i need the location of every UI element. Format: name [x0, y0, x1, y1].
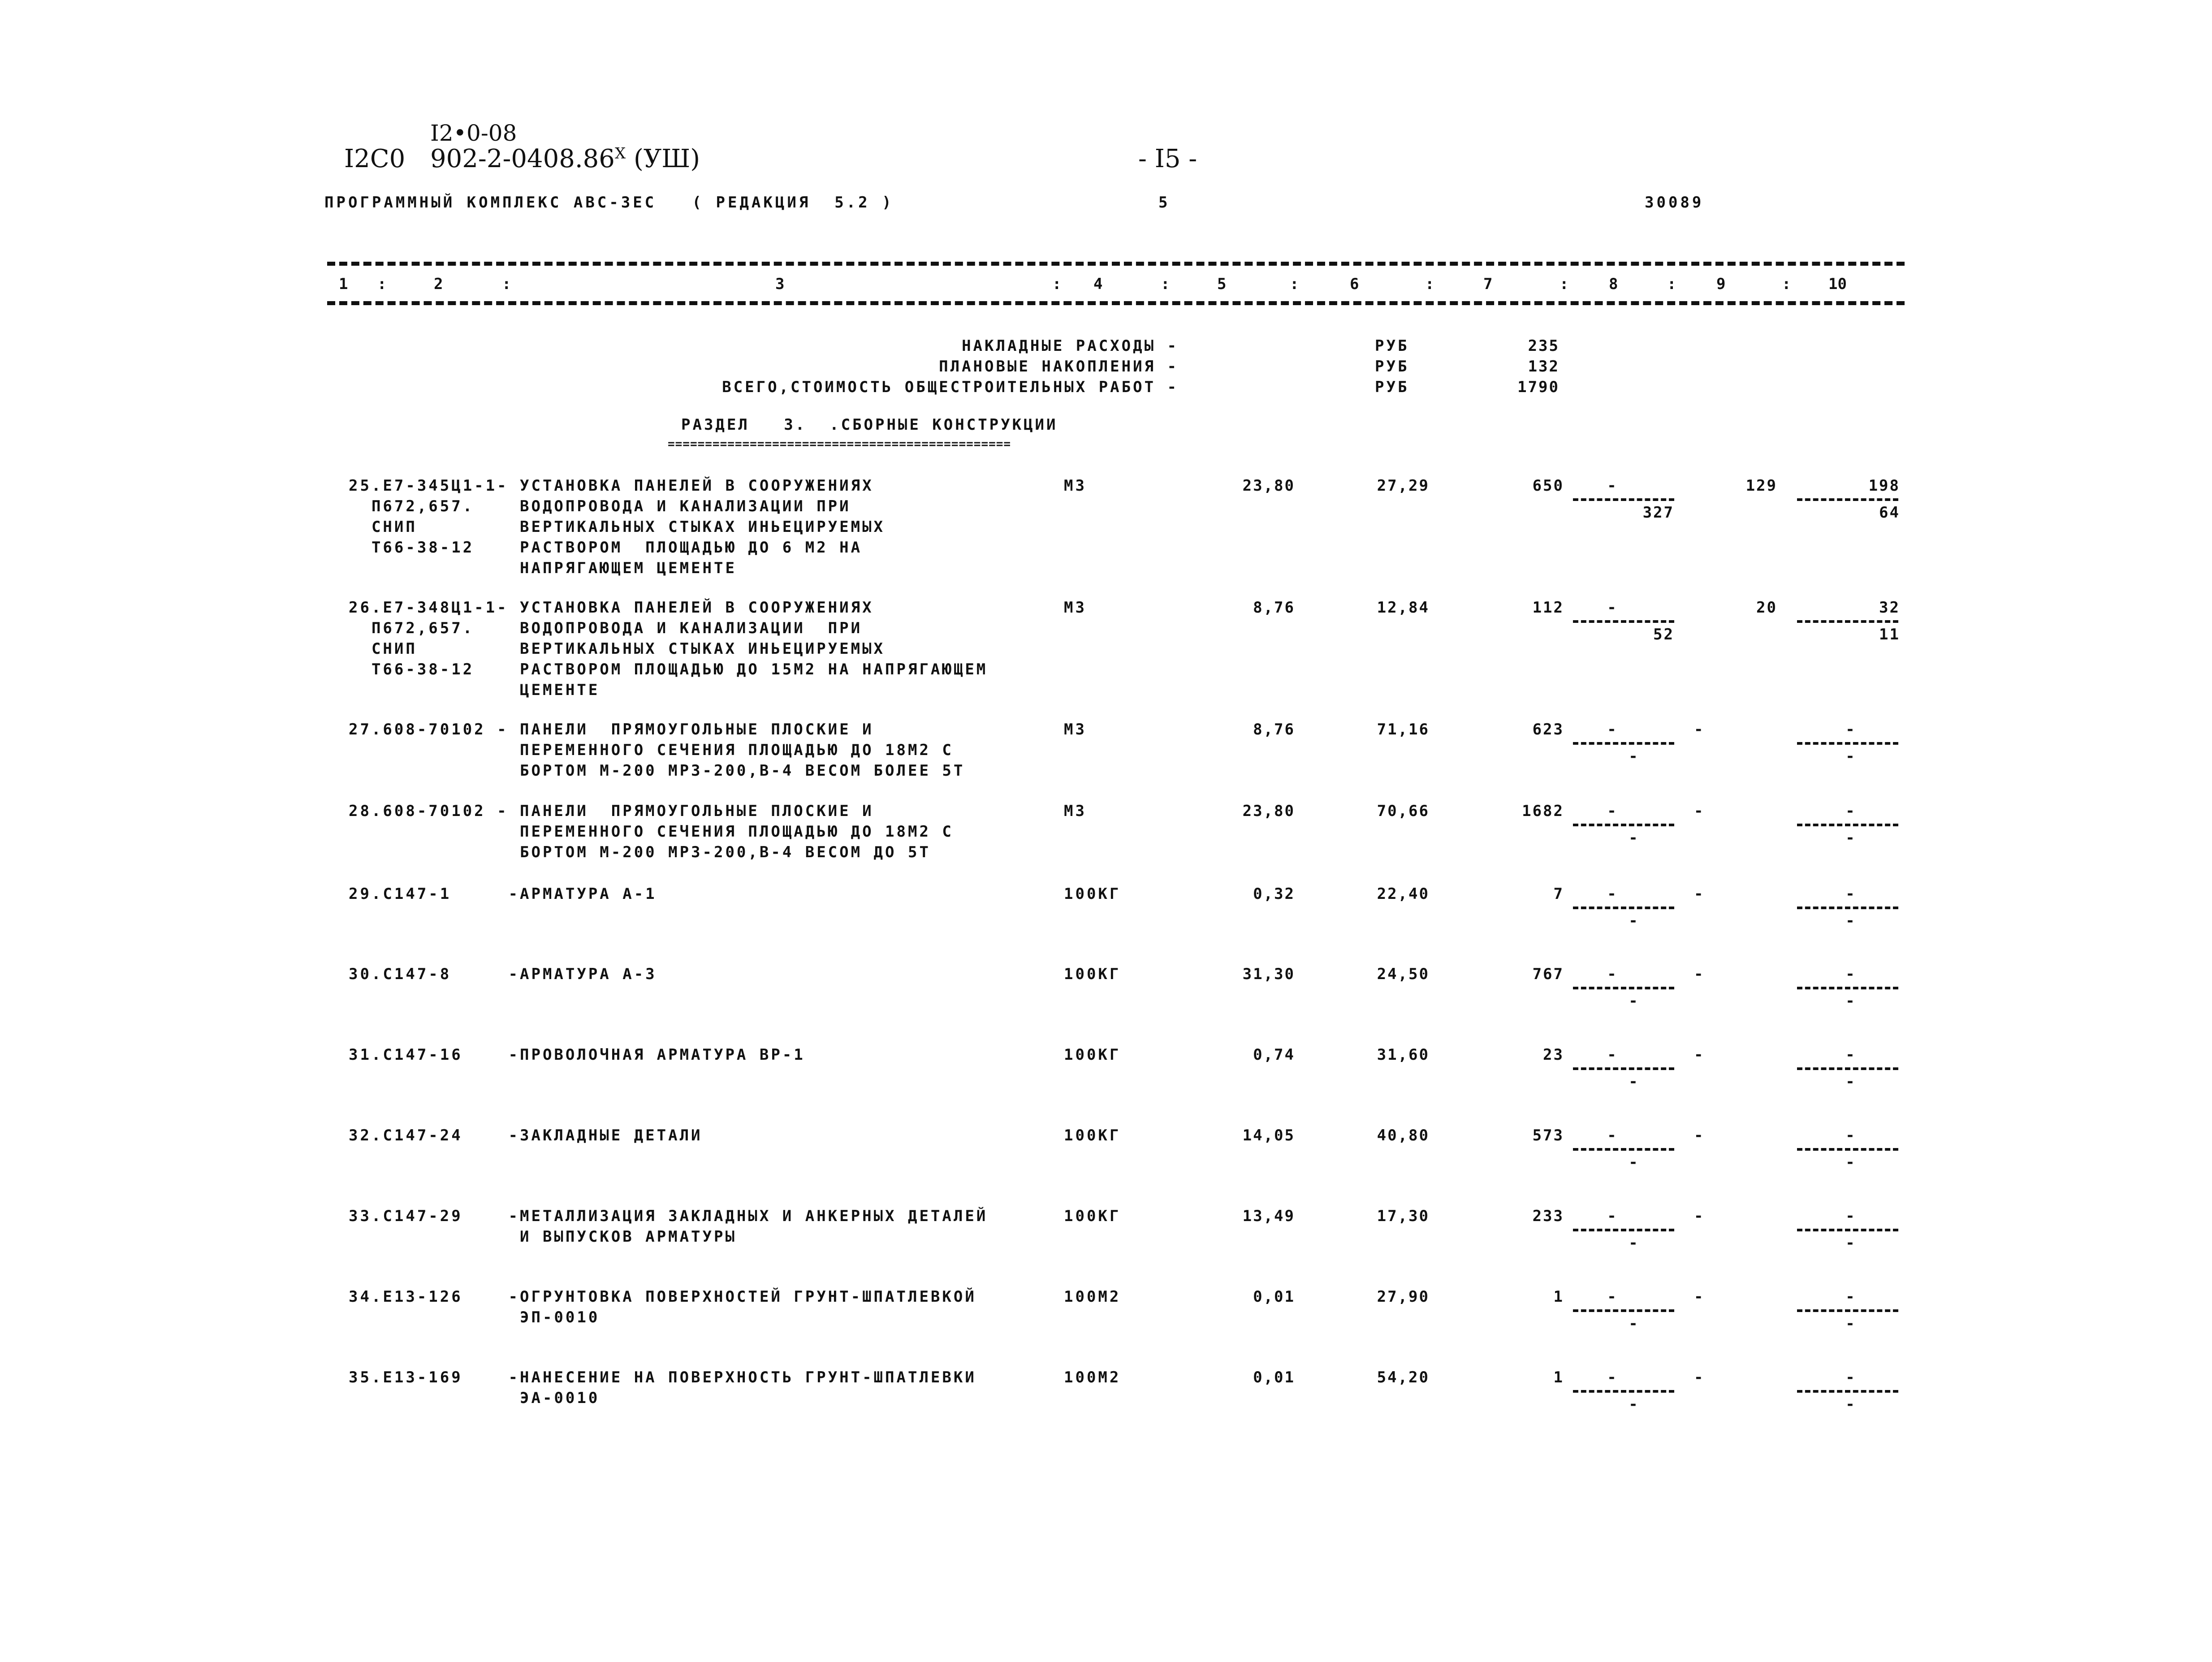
section-title: РАЗДЕЛ 3. .СБОРНЫЕ КОНСТРУКЦИИ — [681, 416, 1058, 434]
row-col8-top: - — [1607, 599, 1618, 617]
page-number: - I5 - — [1138, 144, 1197, 173]
row-col10-divider — [1797, 987, 1898, 989]
row-col9: 20 — [1756, 599, 1777, 617]
row-col8-top: - — [1607, 721, 1618, 738]
row-col8-bottom: - — [1629, 912, 1639, 930]
row-col10-bottom: - — [1845, 1395, 1856, 1413]
row-description: ПРОВОЛОЧНАЯ АРМАТУРА ВР-1 — [520, 1046, 805, 1064]
row-col8-divider — [1573, 824, 1674, 826]
row-description: ПЕРЕМЕННОГО СЕЧЕНИЯ ПЛОЩАДЬЮ ДО 18М2 С — [520, 823, 954, 841]
doc-code: 30089 — [1645, 194, 1704, 212]
row-description: БОРТОМ М-200 МРЗ-200,В-4 ВЕСОМ ДО 5Т — [520, 843, 931, 861]
row-code: 33.С147-29 - — [349, 1207, 520, 1225]
row-quantity: 23,80 — [1242, 477, 1295, 495]
column-separator: : — [1667, 275, 1676, 293]
row-col10-bottom: - — [1845, 1153, 1856, 1171]
row-col8-top: - — [1607, 885, 1618, 903]
row-col8-bottom: - — [1629, 747, 1639, 765]
stamp-left: I2C0 — [344, 144, 406, 173]
row-unit: 100М2 — [1064, 1368, 1121, 1386]
column-header-5: 5 — [1217, 275, 1227, 293]
row-col9: - — [1694, 1288, 1705, 1306]
column-header-1: 1 — [339, 275, 348, 293]
row-col10-top: - — [1845, 721, 1856, 738]
row-col8-top: - — [1607, 802, 1618, 820]
row-description: АРМАТУРА А-3 — [520, 965, 657, 983]
row-description: ЦЕМЕНТЕ — [520, 681, 600, 699]
row-col10-bottom: - — [1845, 1315, 1856, 1333]
header-rule-top — [327, 262, 1905, 266]
row-total: 650 — [1532, 477, 1564, 495]
row-unit-price: 71,16 — [1377, 721, 1430, 738]
row-col8-top: - — [1607, 965, 1618, 983]
column-separator: : — [1560, 275, 1569, 293]
row-unit-price: 31,60 — [1377, 1046, 1430, 1064]
row-col10-top: - — [1845, 885, 1856, 903]
row-description: ВЕРТИКАЛЬНЫХ СТЫКАХ ИНЬЕЦИРУЕМЫХ — [520, 518, 886, 536]
row-unit-price: 40,80 — [1377, 1127, 1430, 1144]
summary-label: ВСЕГО,СТОИМОСТЬ ОБЩЕСТРОИТЕЛЬНЫХ РАБОТ - — [722, 378, 1179, 396]
summary-label: НАКЛАДНЫЕ РАСХОДЫ - — [962, 337, 1179, 355]
row-col10-bottom: - — [1845, 1234, 1856, 1252]
row-col8-divider — [1573, 1067, 1674, 1070]
document-number — [430, 144, 700, 173]
row-description: УСТАНОВКА ПАНЕЛЕЙ В СООРУЖЕНИЯХ — [520, 599, 874, 617]
row-col10-top: - — [1845, 965, 1856, 983]
row-description: ПАНЕЛИ ПРЯМОУГОЛЬНЫЕ ПЛОСКИЕ И — [520, 721, 874, 738]
row-col10-divider — [1797, 824, 1898, 826]
row-unit: М3 — [1064, 802, 1087, 820]
row-col10-bottom: - — [1845, 829, 1856, 847]
row-col8-divider — [1573, 620, 1674, 623]
row-unit: 100КГ — [1064, 1207, 1121, 1225]
row-code: 28.608-70102 - — [349, 802, 509, 820]
row-total: 1682 — [1522, 802, 1564, 820]
row-col10-divider — [1797, 620, 1898, 623]
row-col8-bottom: - — [1629, 1073, 1639, 1091]
doc-number-text: 902-2-0408.86 — [430, 144, 615, 173]
summary-value: 1790 — [1517, 378, 1560, 396]
row-unit: М3 — [1064, 477, 1087, 495]
row-code: П672,657. — [349, 497, 475, 515]
page-code: 5 — [1158, 194, 1171, 212]
row-code: 27.608-70102 - — [349, 721, 509, 738]
row-col9: - — [1694, 802, 1705, 820]
row-col10-top: 198 — [1868, 477, 1900, 495]
row-col8-top: - — [1607, 1288, 1618, 1306]
row-code: Т66-38-12 — [349, 660, 475, 678]
row-col10-divider — [1797, 1390, 1898, 1393]
row-col9: - — [1694, 1127, 1705, 1144]
row-col8-divider — [1573, 987, 1674, 989]
row-col9: - — [1694, 1207, 1705, 1225]
row-col10-bottom: - — [1845, 912, 1856, 930]
row-col10-bottom: - — [1845, 747, 1856, 765]
row-col10-divider — [1797, 1067, 1898, 1070]
column-header-2: 2 — [434, 275, 443, 293]
row-quantity: 0,01 — [1253, 1288, 1295, 1306]
row-col8-divider — [1573, 1229, 1674, 1231]
row-description: ВЕРТИКАЛЬНЫХ СТЫКАХ ИНЬЕЦИРУЕМЫХ — [520, 640, 886, 658]
row-col9: 129 — [1745, 477, 1777, 495]
row-col10-divider — [1797, 1309, 1898, 1312]
row-col8-divider — [1573, 742, 1674, 745]
row-total: 767 — [1532, 965, 1564, 983]
row-unit-price: 22,40 — [1377, 885, 1430, 903]
row-unit-price: 27,29 — [1377, 477, 1430, 495]
row-quantity: 0,32 — [1253, 885, 1295, 903]
row-total: 1 — [1553, 1288, 1564, 1306]
row-code: СНИП — [349, 518, 417, 536]
row-col8-top: - — [1607, 1046, 1618, 1064]
column-separator: : — [1782, 275, 1791, 293]
row-col10-bottom: 64 — [1879, 504, 1900, 522]
row-description: БОРТОМ М-200 МРЗ-200,В-4 ВЕСОМ БОЛЕЕ 5Т — [520, 762, 965, 780]
row-description: И ВЫПУСКОВ АРМАТУРЫ — [520, 1228, 737, 1246]
row-col9: - — [1694, 1368, 1705, 1386]
row-col8-divider — [1573, 1309, 1674, 1312]
row-col9: - — [1694, 721, 1705, 738]
row-code: 30.С147-8 - — [349, 965, 520, 983]
row-total: 573 — [1532, 1127, 1564, 1144]
row-col10-divider — [1797, 742, 1898, 745]
column-header-6: 6 — [1350, 275, 1359, 293]
row-col8-bottom: - — [1629, 1153, 1639, 1171]
row-total: 112 — [1532, 599, 1564, 617]
row-unit-price: 54,20 — [1377, 1368, 1430, 1386]
row-code: 25.Е7-345Ц1-1- — [349, 477, 509, 495]
row-description: АРМАТУРА А-1 — [520, 885, 657, 903]
row-col10-divider — [1797, 498, 1898, 501]
row-col8-top: - — [1607, 477, 1618, 495]
row-description: ПЕРЕМЕННОГО СЕЧЕНИЯ ПЛОЩАДЬЮ ДО 18М2 С — [520, 741, 954, 759]
row-total: 23 — [1543, 1046, 1564, 1064]
row-col8-bottom: - — [1629, 1315, 1639, 1333]
summary-label: ПЛАНОВЫЕ НАКОПЛЕНИЯ - — [939, 358, 1179, 376]
row-description: ВОДОПРОВОДА И КАНАЛИЗАЦИИ ПРИ — [520, 619, 863, 637]
row-quantity: 31,30 — [1242, 965, 1295, 983]
column-separator: : — [1290, 275, 1299, 293]
row-col10-bottom: - — [1845, 1073, 1856, 1091]
row-col8-bottom: - — [1629, 1234, 1639, 1252]
row-col9: - — [1694, 1046, 1705, 1064]
row-unit-price: 12,84 — [1377, 599, 1430, 617]
row-col8-bottom: - — [1629, 1395, 1639, 1413]
row-description: УСТАНОВКА ПАНЕЛЕЙ В СООРУЖЕНИЯХ — [520, 477, 874, 495]
column-header-3: 3 — [775, 275, 785, 293]
row-col10-top: - — [1845, 1207, 1856, 1225]
row-description: РАСТВОРОМ ПЛОЩАДЬЮ ДО 15М2 НА НАПРЯГАЮЩЕМ — [520, 660, 988, 678]
row-unit: 100КГ — [1064, 885, 1121, 903]
row-total: 233 — [1532, 1207, 1564, 1225]
row-quantity: 8,76 — [1253, 721, 1295, 738]
row-description: РАСТВОРОМ ПЛОЩАДЬЮ ДО 6 М2 НА — [520, 539, 863, 557]
row-quantity: 14,05 — [1242, 1127, 1295, 1144]
row-col8-divider — [1573, 1148, 1674, 1151]
row-description: ЗАКЛАДНЫЕ ДЕТАЛИ — [520, 1127, 703, 1144]
row-quantity: 8,76 — [1253, 599, 1295, 617]
row-quantity: 0,74 — [1253, 1046, 1295, 1064]
row-col10-top: 32 — [1879, 599, 1900, 617]
row-col10-top: - — [1845, 1046, 1856, 1064]
row-col8-divider — [1573, 498, 1674, 501]
row-col10-bottom: - — [1845, 992, 1856, 1010]
row-code: 29.С147-1 - — [349, 885, 520, 903]
column-header-10: 10 — [1828, 275, 1847, 293]
program-line: ПРОГРАММНЫЙ КОМПЛЕКС АВС-3ЕС ( РЕДАКЦИЯ 5.2 ) — [324, 194, 894, 212]
row-description: МЕТАЛЛИЗАЦИЯ ЗАКЛАДНЫХ И АНКЕРНЫХ ДЕТАЛЕЙ — [520, 1207, 988, 1225]
row-col10-top: - — [1845, 1288, 1856, 1306]
row-col8-top: - — [1607, 1127, 1618, 1144]
row-col10-bottom: 11 — [1879, 626, 1900, 643]
column-header-4: 4 — [1093, 275, 1103, 293]
column-separator: : — [1425, 275, 1434, 293]
row-col8-bottom: 52 — [1653, 626, 1674, 643]
row-col10-divider — [1797, 1148, 1898, 1151]
summary-unit: РУБ — [1375, 378, 1409, 396]
row-unit: 100М2 — [1064, 1288, 1121, 1306]
column-separator: : — [502, 275, 511, 293]
column-separator: : — [1161, 275, 1170, 293]
column-header-8: 8 — [1609, 275, 1618, 293]
header-rule-bottom — [327, 301, 1905, 305]
row-quantity: 23,80 — [1242, 802, 1295, 820]
column-separator: : — [377, 275, 387, 293]
row-code: 34.Е13-126 - — [349, 1288, 520, 1306]
row-unit: М3 — [1064, 599, 1087, 617]
row-col9: - — [1694, 965, 1705, 983]
doc-superscript: X — [614, 144, 626, 163]
row-description: ВОДОПРОВОДА И КАНАЛИЗАЦИИ ПРИ — [520, 497, 851, 515]
row-col8-bottom: 327 — [1642, 504, 1674, 522]
row-col10-divider — [1797, 907, 1898, 909]
row-unit-price: 17,30 — [1377, 1207, 1430, 1225]
row-code: 31.С147-16 - — [349, 1046, 520, 1064]
row-code: Т66-38-12 — [349, 539, 475, 557]
column-separator: : — [1052, 275, 1062, 293]
row-unit-price: 70,66 — [1377, 802, 1430, 820]
row-col10-top: - — [1845, 802, 1856, 820]
row-unit: 100КГ — [1064, 965, 1121, 983]
row-col8-top: - — [1607, 1368, 1618, 1386]
row-unit: 100КГ — [1064, 1046, 1121, 1064]
summary-value: 132 — [1528, 358, 1560, 376]
row-description: НАНЕСЕНИЕ НА ПОВЕРХНОСТЬ ГРУНТ-ШПАТЛЕВКИ — [520, 1368, 976, 1386]
row-total: 7 — [1553, 885, 1564, 903]
section-underline: ============================================== — [668, 437, 1011, 451]
row-unit-price: 27,90 — [1377, 1288, 1430, 1306]
row-description: ЭА-0010 — [520, 1389, 600, 1407]
summary-unit: РУБ — [1375, 337, 1409, 355]
row-quantity: 13,49 — [1242, 1207, 1295, 1225]
row-description: ПАНЕЛИ ПРЯМОУГОЛЬНЫЕ ПЛОСКИЕ И — [520, 802, 874, 820]
stamp-small: I2•0-08 — [430, 120, 517, 146]
row-code: 32.С147-24 - — [349, 1127, 520, 1144]
row-col8-divider — [1573, 907, 1674, 909]
row-col10-divider — [1797, 1229, 1898, 1231]
row-col8-divider — [1573, 1390, 1674, 1393]
row-unit-price: 24,50 — [1377, 965, 1430, 983]
row-description: ЭП-0010 — [520, 1308, 600, 1326]
row-col9: - — [1694, 885, 1705, 903]
row-col8-bottom: - — [1629, 829, 1639, 847]
column-header-9: 9 — [1716, 275, 1726, 293]
row-unit: 100КГ — [1064, 1127, 1121, 1144]
row-col8-top: - — [1607, 1207, 1618, 1225]
row-col10-top: - — [1845, 1127, 1856, 1144]
column-header-7: 7 — [1483, 275, 1493, 293]
row-code: СНИП — [349, 640, 417, 658]
row-total: 1 — [1553, 1368, 1564, 1386]
row-description: НАПРЯГАЮЩЕМ ЦЕМЕНТЕ — [520, 559, 737, 577]
summary-unit: РУБ — [1375, 358, 1409, 376]
row-quantity: 0,01 — [1253, 1368, 1295, 1386]
row-unit: М3 — [1064, 721, 1087, 738]
doc-volume: (УШ) — [633, 144, 700, 173]
row-code: 35.Е13-169 - — [349, 1368, 520, 1386]
row-total: 623 — [1532, 721, 1564, 738]
row-description: ОГРУНТОВКА ПОВЕРХНОСТЕЙ ГРУНТ-ШПАТЛЕВКОЙ — [520, 1288, 976, 1306]
summary-value: 235 — [1528, 337, 1560, 355]
row-col10-top: - — [1845, 1368, 1856, 1386]
row-col8-bottom: - — [1629, 992, 1639, 1010]
row-code: П672,657. — [349, 619, 475, 637]
row-code: 26.Е7-348Ц1-1- — [349, 599, 509, 617]
